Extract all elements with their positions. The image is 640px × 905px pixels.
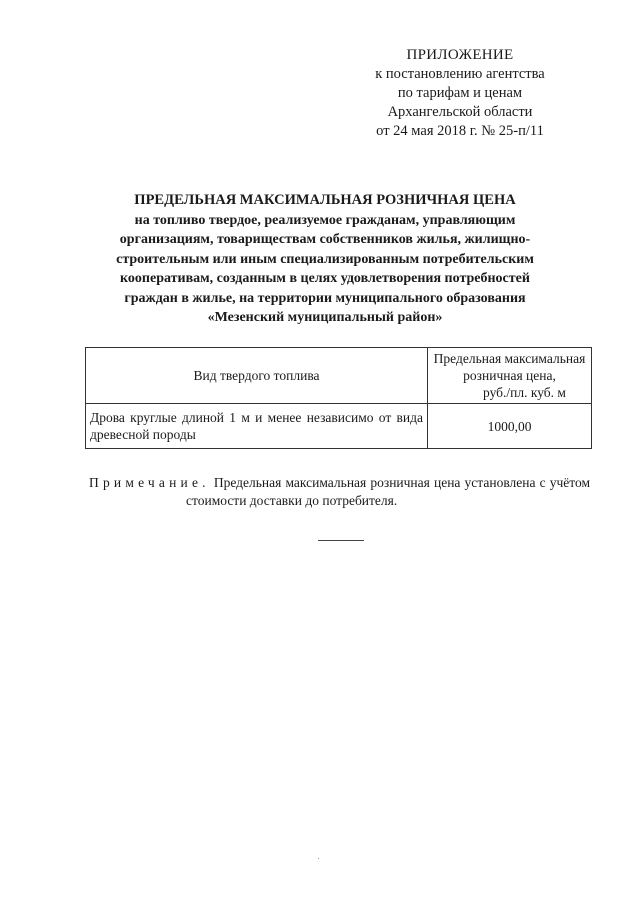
title-line-4: кооперативам, созданным в целях удовлетворения потребностей <box>120 271 530 286</box>
header-max-price-line-1: Предельная максимальная <box>433 351 586 366</box>
note-text-line-2: стоимости доставки до потребителя. <box>186 492 398 508</box>
note-block <box>89 474 590 509</box>
appendix-line-4: от 24 мая 2018 г. № 25-п/11 <box>376 123 544 139</box>
header-max-price-line-2: розничная цена, <box>463 368 556 383</box>
title-line-3: строительным или иным специализированным потребительским <box>116 251 534 267</box>
note-first-line <box>89 474 590 492</box>
title-line-1: на топливо твердое, реализуемое гражданам, управляющим <box>134 212 516 228</box>
appendix-line-3: Архангельской области <box>387 104 533 120</box>
appendix-heading: ПРИЛОЖЕНИЕ <box>406 47 514 63</box>
scan-artifact <box>318 858 319 859</box>
note-label: Примечание. <box>89 475 210 490</box>
appendix-line-2: по тарифам и ценам <box>397 85 523 101</box>
appendix-line-1: к постановлению агентства <box>375 66 545 82</box>
price-table <box>85 347 592 449</box>
title-line-5: граждан в жилье, на территории муниципального образования <box>124 290 526 306</box>
price-cell: 1000,00 <box>428 404 592 449</box>
header-max-price-line-3: руб./пл. куб. м <box>483 385 566 400</box>
table-row <box>86 404 592 449</box>
document-title <box>95 191 555 328</box>
separator-line <box>318 540 364 541</box>
note-text-line-1: Предельная максимальная розничная цена установлена с учётом <box>213 475 590 490</box>
table-header-row <box>86 348 592 404</box>
title-main: ПРЕДЕЛЬНАЯ МАКСИМАЛЬНАЯ РОЗНИЧНАЯ ЦЕНА <box>134 192 516 208</box>
header-max-price <box>428 348 592 404</box>
title-line-2: организациям, товариществам собственников жилья, жилищно- <box>119 232 531 247</box>
appendix-block <box>340 46 580 141</box>
header-fuel-type: Вид твердого топлива <box>86 348 428 404</box>
fuel-type-cell: Дрова круглые длиной 1 м и менее независимо от вида древесной породы <box>86 404 428 449</box>
title-line-6: «Мезенский муниципальный район» <box>207 310 443 325</box>
